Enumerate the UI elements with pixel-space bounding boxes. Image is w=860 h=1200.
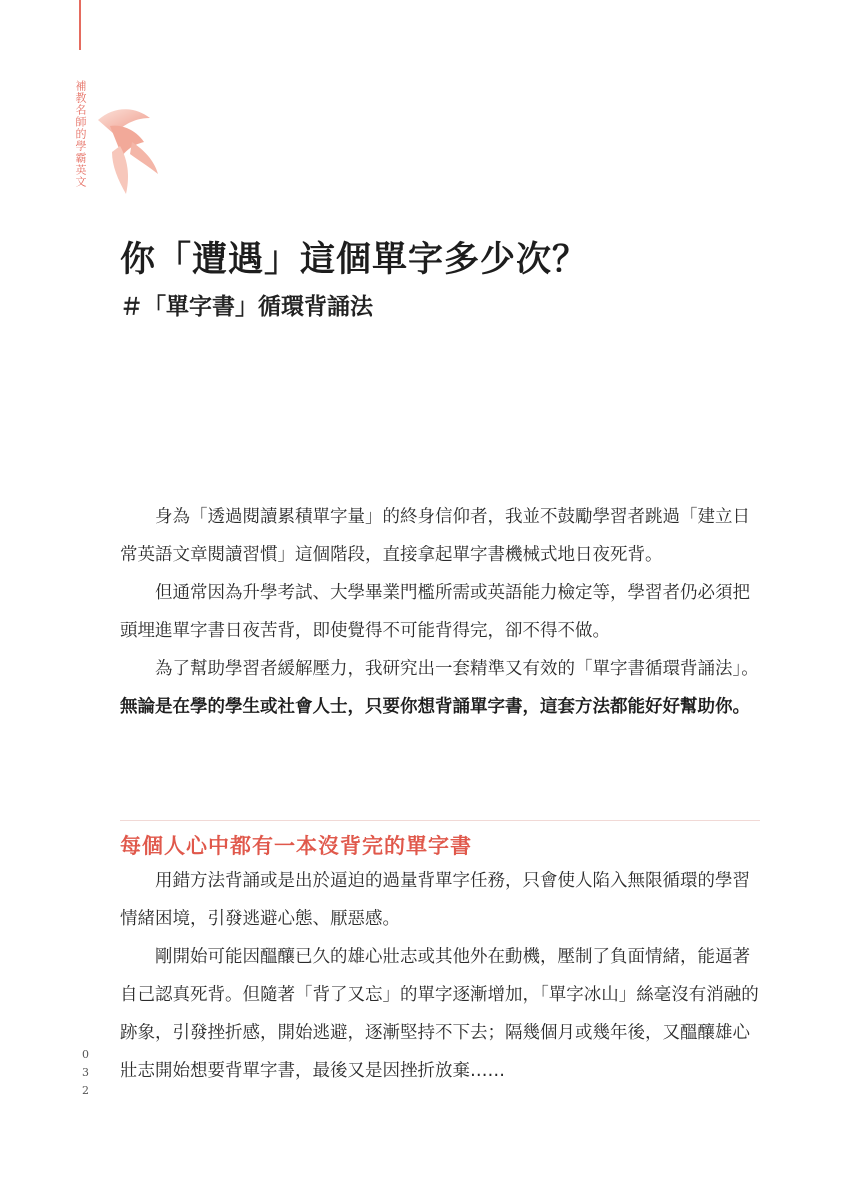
series-title: 補教名師的學霸英文 bbox=[74, 80, 87, 188]
bird-tail bbox=[130, 142, 158, 174]
bird-illustration bbox=[92, 90, 162, 200]
intro-paragraph-1 bbox=[120, 498, 760, 574]
intro-paragraph-3 bbox=[120, 650, 760, 726]
page-title: 你「遭遇」這個單字多少次？ bbox=[120, 240, 589, 280]
margin-accent-line bbox=[79, 0, 81, 50]
paragraph-text: 為了幫助學習者緩解壓力，我研究出一套精準又有效的「單字書循環背誦法」。 bbox=[155, 659, 759, 679]
section-body bbox=[120, 862, 760, 1090]
paragraph-text: 但通常因為升學考試、大學畢業門檻所需或英語能力檢定等，學習者仍必須把頭埋進單字書日夜苦背，即使覺得不可能背得完，卻不得不做。 bbox=[120, 583, 750, 641]
page-subtitle: ＃「單字書」循環背誦法 bbox=[120, 293, 373, 320]
page-number: 032 bbox=[79, 1048, 92, 1102]
section-divider bbox=[120, 820, 760, 821]
section-paragraph-1: 用錯方法背誦或是出於逼迫的過量背單字任務，只會使人陷入無限循環的學習情緒困境，引發逃避心態、厭惡感。 bbox=[120, 871, 750, 929]
paragraph-text: 身為「透過閱讀累積單字量」的終身信仰者，我並不鼓勵學習者跳過「建立日常英語文章閱讀習慣」這個階段，直接拿起單字書機械式地日夜死背。 bbox=[120, 507, 750, 565]
paragraph-bold-text: 無論是在學的學生或社會人士，只要你想背誦單字書，這套方法都能好好幫助你。 bbox=[120, 697, 750, 717]
section-paragraph-2: 剛開始可能因醞釀已久的雄心壯志或其他外在動機，壓制了負面情緒，能逼著自己認真死背。但隨著「背了又忘」的單字逐漸增加，「單字冰山」絲毫沒有消融的跡象，引發挫折感，開始逃避，逐漸堅持不下去；隔幾個月或幾年後，又醞釀雄心壯志開始想要背單字書，最後又是因挫折放棄…… bbox=[120, 947, 759, 1081]
intro-section bbox=[120, 498, 760, 726]
section-heading: 每個人心中都有一本沒背完的單字書 bbox=[120, 834, 472, 858]
bird-wing-lower bbox=[112, 146, 128, 194]
intro-paragraph-2 bbox=[120, 574, 760, 650]
